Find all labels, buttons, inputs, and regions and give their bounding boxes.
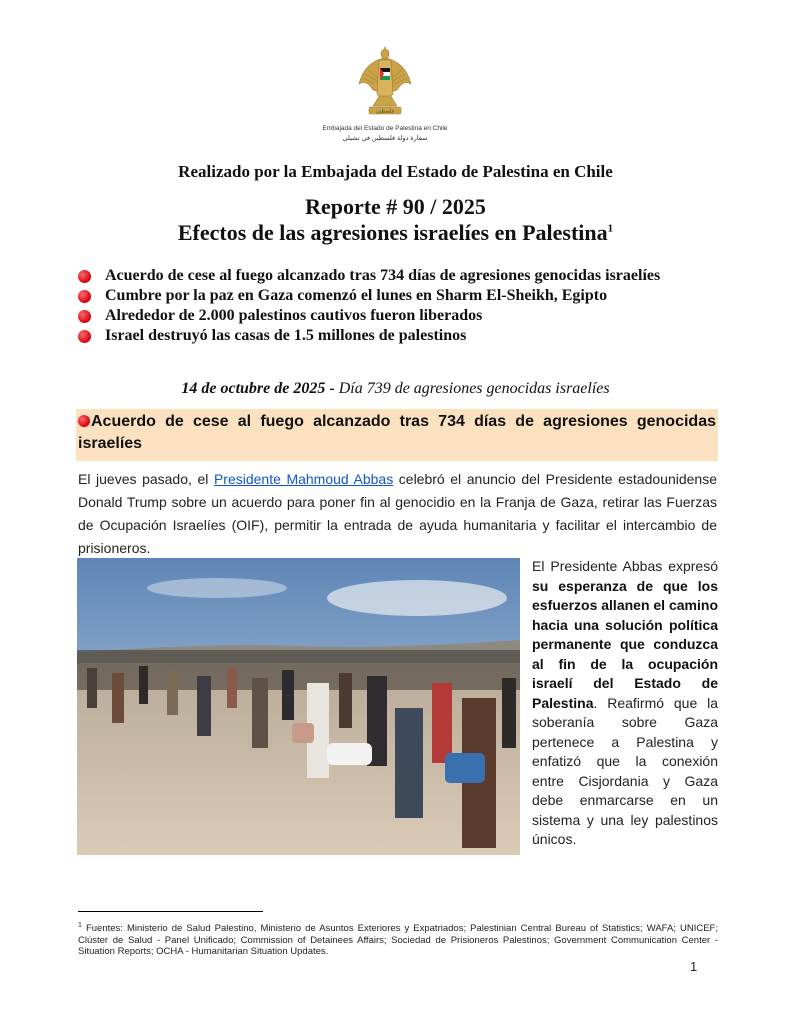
displaced-people-photo [77,558,520,855]
paragraph-text: celebró el anuncio del Presidente estadounidense Donald Trump sobre un acuerdo para poner fin al genocidio en la Franja de Gaza, retirar las Fuerzas de Ocupación Israelíes (OIF), permitir la entrada de ayuda humanitaria y facilitar el intercambio de prisioneros. [78,471,717,556]
footnote-divider [78,911,263,912]
highlight-item [78,326,758,346]
highlight-item [78,286,758,306]
highlight-item [78,266,758,286]
date-day-count: Día 739 de agresiones genocidas israelíes [338,380,610,397]
paragraph-text: El jueves pasado, el [78,471,214,487]
highlight-text: Alrededor de 2.000 palestinos cautivos fueron liberados [105,307,483,324]
highlight-text: Israel destruyó las casas de 1.5 millones de palestinos [105,327,467,344]
footnote-text: Fuentes: Ministerio de Salud Palestino, Ministerio de Asuntos Exteriores y Expatriados; Palestinian Central Bureau of Statistics; WAFA; UNICEF; Clúster de Salud - Panel Unificado; Commission of Detainees Affairs; Sociedad de Prisioneros Palestinos; Government Communication Center - Situation Reports; OCHA - Humanitarian Situation Updates. [78,923,718,958]
intro-paragraph [78,468,717,560]
highlight-item [78,306,758,326]
emblem-caption-arabic: سفارة دولة فلسطين في تشيلي [342,135,428,142]
page-number: 1 [690,959,698,974]
report-subtitle-text: Efectos de las agresiones israelíes en Palestina [177,220,608,245]
report-title: Reporte # 90 / 2025 [305,194,486,219]
footnote-reference[interactable]: 1 [607,222,614,235]
highlight-text: Cumbre por la paz en Gaza comenzó el lunes en Sharm El-Sheikh, Egipto [105,287,608,304]
paragraph-text: . Reafirmó que la soberanía sobre Gaza pertenece a Palestina y enfatizó que la conexión entre Cisjordania y Gaza debe enmarcarse en un sistema y una ley palestinos únicos. [532,694,718,847]
red-circle-icon [78,330,91,343]
date-line [0,380,791,398]
made-by-line: Realizado por la Embajada del Estado de Palestina en Chile [178,162,613,181]
red-circle-icon [78,415,90,427]
section-heading-text: Acuerdo de cese al fuego alcanzado tras 734 días de agresiones genocidas israelíes [78,413,716,452]
red-circle-icon [78,270,91,283]
president-abbas-link[interactable]: Presidente Mahmoud Abbas [213,471,394,487]
report-subtitle [0,220,791,246]
highlight-text: Acuerdo de cese al fuego alcanzado tras 734 días de agresiones genocidas israelíes [105,267,661,284]
side-paragraph [532,557,718,850]
paragraph-text: El Presidente Abbas expresó [532,558,718,574]
highlights-list [78,266,758,346]
red-circle-icon [78,310,91,323]
red-circle-icon [78,290,91,303]
emblem-banner-text: فلسطين [376,108,394,115]
date-bold: 14 de octubre de 2025 - [181,380,335,397]
footnote [78,920,718,958]
emblem-caption: Embajada del Estado de Palestina en Chile [322,125,448,132]
footnote-marker: 1 [78,922,82,929]
section-heading [78,411,716,455]
palestine-eagle-emblem [355,44,415,122]
paragraph-bold-text: su esperanza de que los esfuerzos allanen el camino hacia una solución política permanente que conduzca al fin de la ocupación israelí del Estado de Palestina [532,577,718,711]
